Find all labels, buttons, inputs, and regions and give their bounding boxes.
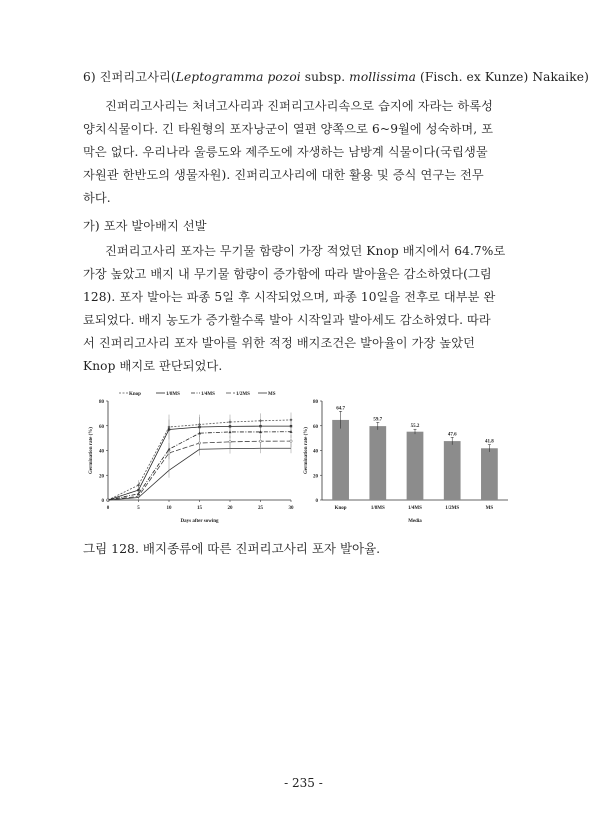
para2-line-6: Knop 배지로 판단되었다. xyxy=(83,359,223,373)
bar-Knop xyxy=(332,420,349,500)
x-axis-label: Media xyxy=(408,519,422,524)
data-point xyxy=(229,430,232,433)
para1-line-2: 양치식물이다. 긴 타원형의 포자낭군이 열편 양쪽으로 6~9월에 성숙하며, 포 xyxy=(83,122,494,136)
x-tick-label: 1/8MS xyxy=(370,506,385,511)
germination-line-chart xyxy=(83,388,298,525)
y-tick-label: 60 xyxy=(99,424,104,430)
y-tick-label: 0 xyxy=(315,499,318,504)
legend-label: 1/2MS xyxy=(236,392,250,397)
x-tick-label: 0 xyxy=(106,506,110,511)
y-tick-label: 60 xyxy=(313,424,318,430)
y-axis-label: Germination rate (%) xyxy=(304,427,309,474)
legend-label: 1/8MS xyxy=(166,392,180,397)
bar-1/8MS xyxy=(369,426,386,500)
x-tick-label: 20 xyxy=(227,506,233,511)
subheading: 가) 포자 발아배지 선발 xyxy=(83,219,207,233)
bar-value-label: 41.8 xyxy=(485,439,494,445)
para2-line-3: 128). 포자 발아는 파종 5일 후 시작되었으며, 파종 10일을 전후로 대부분 완 xyxy=(83,290,496,304)
para1-line-4: 자원관 한반도의 생물자원). 진퍼리고사리에 대한 활용 및 증식 연구는 전무 xyxy=(83,168,484,182)
para2-line-4: 료되었다. 배지 농도가 증가할수록 발아 시작일과 발아세도 감소하였다. 따라 xyxy=(83,313,491,327)
bar-MS xyxy=(481,448,498,500)
para1-line-5: 하다. xyxy=(83,191,111,205)
data-point xyxy=(229,441,231,443)
y-tick-label: 80 xyxy=(99,400,104,405)
para2-line-5: 서 진퍼리고사리 포자 발아를 위한 적정 배지조건은 발아율이 가장 높았던 xyxy=(83,336,475,350)
x-tick-label: MS xyxy=(485,506,494,511)
data-point xyxy=(168,452,170,454)
x-tick-label: 1/2MS xyxy=(445,506,460,511)
y-tick-label: 20 xyxy=(313,474,318,480)
x-tick-label: 10 xyxy=(166,506,172,511)
bar-value-label: 64.7 xyxy=(336,406,345,412)
section-heading: 6) 진퍼리고사리(Leptogramma pozoi subsp. mollissima (Fisch. ex Kunze) Nakaike) xyxy=(83,70,589,84)
y-axis-label: Germination rate (%) xyxy=(89,427,94,474)
x-tick-label: 1/4MS xyxy=(408,506,422,511)
legend-label: 1/4MS xyxy=(201,392,215,397)
x-tick-label: 25 xyxy=(258,506,263,511)
legend-label: MS xyxy=(268,392,276,397)
y-tick-label: 40 xyxy=(313,449,318,455)
x-tick-label: 15 xyxy=(197,506,202,511)
germination-bar-chart xyxy=(300,388,512,525)
legend-label: Knop xyxy=(129,392,141,397)
figure-caption: 그림 128. 배지종류에 따른 진퍼리고사리 포자 발아율. xyxy=(83,541,381,556)
bar-1/4MS xyxy=(407,432,424,500)
data-point xyxy=(259,440,261,442)
para1-line-1: 진퍼리고사리는 처녀고사리과 진퍼리고사리속으로 습지에 자라는 하록성 xyxy=(105,99,493,113)
para1-line-3: 막은 없다. 우리나라 울릉도와 제주도에 자생하는 남방계 식물이다(국립생물 xyxy=(83,145,488,159)
para2-line-1: 진퍼리고사리 포자는 무기물 함량이 가장 적었던 Knop 배지에서 64.7%로 xyxy=(105,244,506,258)
para2-line-2: 가장 높았고 배지 내 무기물 함량이 증가함에 따라 발아율은 감소하였다(그림 xyxy=(83,267,492,281)
x-tick-label: 30 xyxy=(288,506,294,511)
bar-value-label: 47.6 xyxy=(447,432,457,438)
data-point xyxy=(290,440,292,442)
y-tick-label: 40 xyxy=(99,449,104,455)
bar-1/2MS xyxy=(444,441,461,500)
y-tick-label: 20 xyxy=(99,474,104,480)
y-tick-label: 0 xyxy=(101,499,104,504)
y-tick-label: 80 xyxy=(313,400,318,405)
page-number: - 235 - xyxy=(284,776,323,790)
series-line-MS xyxy=(108,448,291,500)
data-point xyxy=(137,484,140,487)
bar-value-label: 55.2 xyxy=(410,424,420,430)
x-axis-label: Days after sowing xyxy=(180,519,219,524)
bar-value-label: 59.7 xyxy=(373,417,383,423)
x-tick-label: 5 xyxy=(137,506,140,511)
data-point xyxy=(168,428,170,430)
x-tick-label: Knop xyxy=(334,506,347,511)
